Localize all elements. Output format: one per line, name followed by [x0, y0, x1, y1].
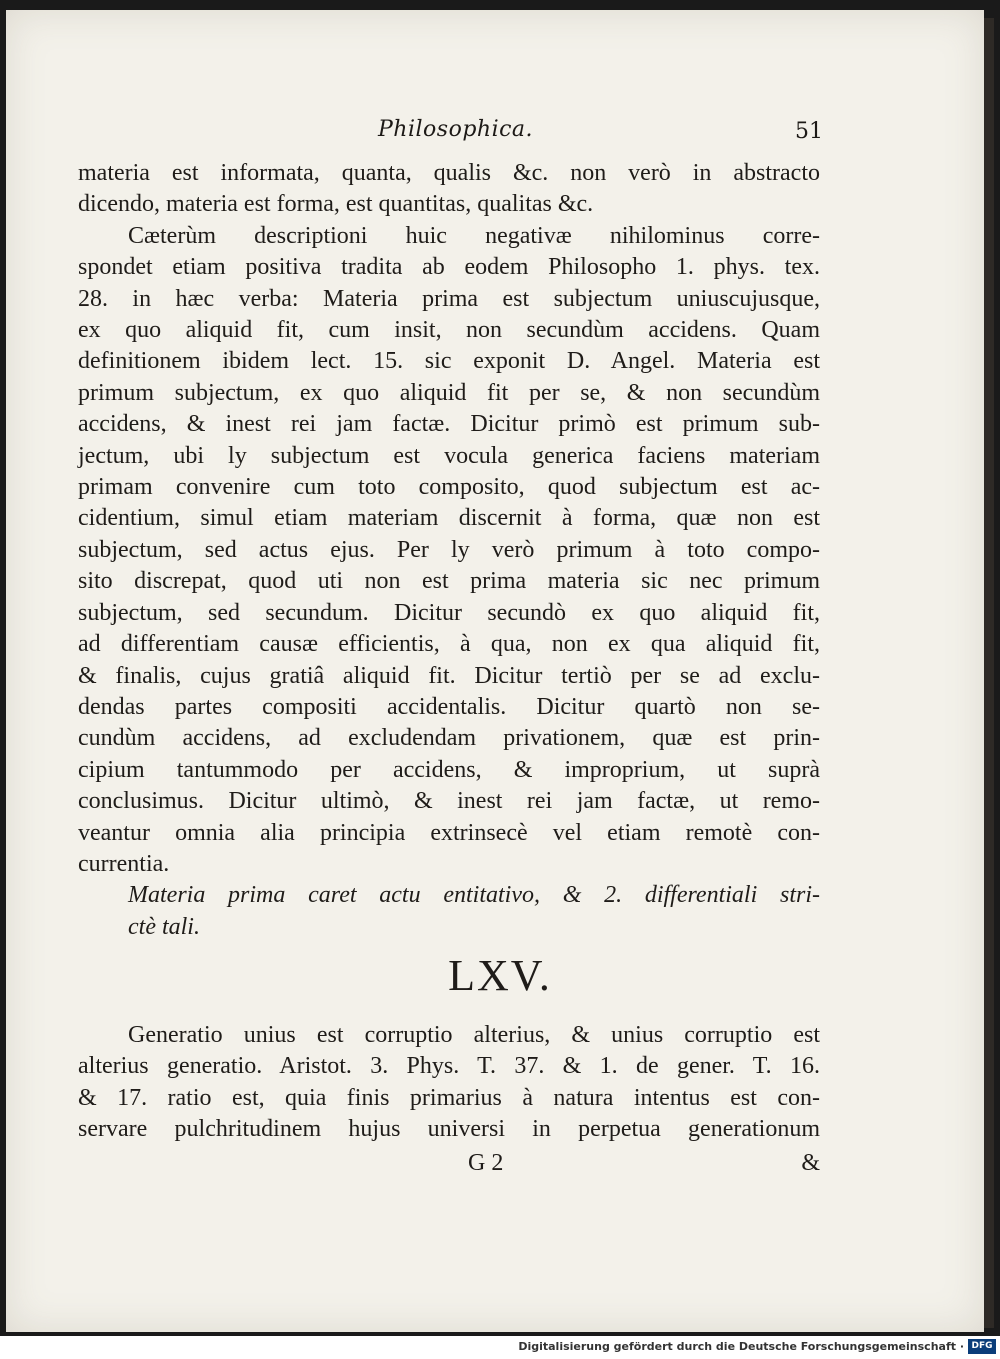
text-line: subjectum, sed secundum. Dicitur secundò ex quo aliquid fit, — [78, 599, 820, 626]
text-line: Generatio unius est corruptio alterius, & unius corruptio est — [128, 1022, 820, 1048]
text-line: dicendo, materia est forma, est quantitas, qualitas &c. — [78, 191, 594, 218]
text-line: subjectum, sed actus ejus. Per ly verò primum à toto compo- — [78, 536, 820, 563]
text-line: servare pulchritudinem hujus universi in perpetua generationum — [78, 1116, 820, 1143]
text-line: accidens, & inest rei jam factæ. Dicitur primò est primum sub- — [78, 411, 820, 438]
text-line: alterius generatio. Aristot. 3. Phys. T. 37. & 1. de gener. T. 16. — [78, 1053, 820, 1080]
text-line: primum subjectum, ex quo aliquid fit per se, & non secundùm — [78, 379, 820, 406]
thesis-line: ctè tali. — [128, 913, 200, 940]
funding-notice: Digitalisierung gefördert durch die Deutsche Forschungsgemeinschaft · — [518, 1340, 964, 1353]
text-line: cidentium, simul etiam materiam discernit à forma, quæ non est — [78, 505, 820, 532]
signature-mark: G 2 — [468, 1150, 504, 1176]
text-line: cipium tantummodo per accidens, & improprium, ut suprà — [78, 756, 820, 783]
text-line: Cæterùm descriptioni huic negativæ nihilominus corre- — [128, 222, 820, 249]
section-text — [78, 1020, 820, 1146]
text-line: cundùm accidens, ad excludendam privationem, quæ est prin- — [78, 725, 820, 752]
dfg-logo-icon: DFG — [968, 1339, 996, 1354]
text-line: conclusimus. Dicitur ultimò, & inest rei jam factæ, ut remo- — [78, 788, 820, 815]
text-line: ad differentiam causæ efficientis, à qua, non ex qua aliquid fit, — [78, 631, 820, 658]
text-line: sito discrepat, quod uti non est prima materia sic nec primum — [78, 568, 820, 595]
text-line: & 17. ratio est, quia finis primarius à natura intentus est con- — [78, 1084, 820, 1111]
page-edge — [984, 18, 994, 1328]
page-header — [78, 117, 823, 153]
text-line: currentia. — [78, 850, 170, 877]
text-line: jectum, ubi ly subjectum est vocula generica faciens materiam — [78, 442, 820, 469]
text-line: definitionem ibidem lect. 15. sic exponit D. Angel. Materia est — [78, 348, 820, 375]
thesis-line: Materia prima caret actu entitativo, & 2. differentiali stri- — [128, 882, 820, 909]
running-head: Philosophica. — [378, 117, 534, 142]
text-line: ex quo aliquid fit, cum insit, non secundùm accidens. Quam — [78, 317, 820, 344]
text-line: spondet etiam positiva tradita ab eodem Philosopho 1. phys. tex. — [78, 254, 820, 281]
text-line: & finalis, cujus gratiâ aliquid fit. Dicitur tertiò per se ad exclu- — [78, 662, 820, 689]
text-line: materia est informata, quanta, qualis &c. non verò in abstracto — [78, 160, 820, 186]
section-heading: LXV. — [448, 951, 552, 1000]
catchword: & — [801, 1150, 820, 1176]
text-line: veantur omnia alia principia extrinsecè vel etiam remotè con- — [78, 819, 820, 846]
digitization-footer — [0, 1336, 1000, 1359]
text-line: dendas partes compositi accidentalis. Dicitur quartò non se- — [78, 693, 820, 720]
text-line: 28. in hæc verba: Materia prima est subjectum uniuscujusque, — [78, 285, 820, 312]
page-footer — [78, 1150, 820, 1184]
main-text — [78, 158, 820, 943]
page-number: 51 — [795, 119, 823, 144]
text-line: primam convenire cum toto composito, quod subjectum est ac- — [78, 474, 820, 501]
